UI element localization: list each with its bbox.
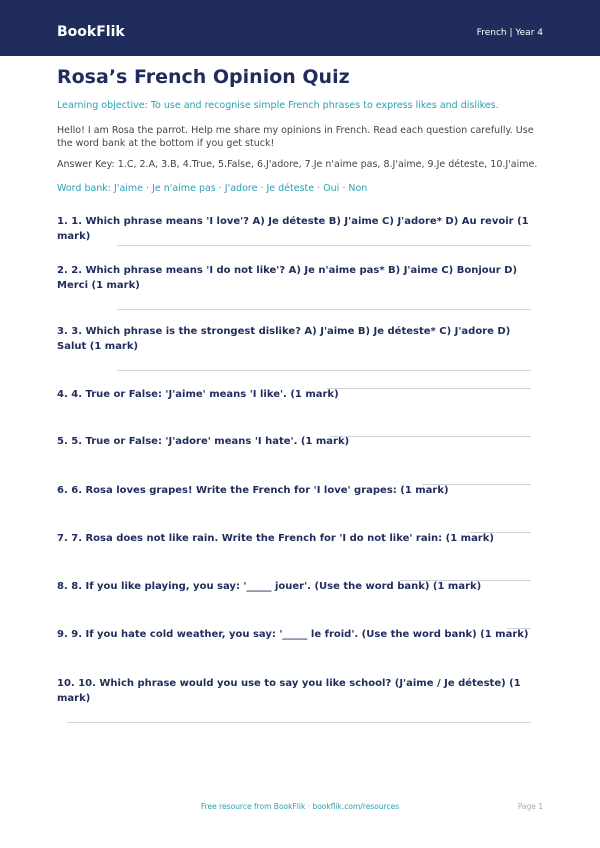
answer-line-2 xyxy=(117,309,531,310)
answer-line-7 xyxy=(468,532,531,533)
question-1: 1. 1. Which phrase means 'I love'? A) Je déteste B) J'aime C) J'adore* D) Au revoir (1 mark) xyxy=(57,216,529,242)
question-6: 6. 6. Rosa loves grapes! Write the French for 'I love' grapes: (1 mark) xyxy=(57,485,449,496)
question-4: 4. 4. True or False: 'J'aime' means 'I like'. (1 mark) xyxy=(57,389,339,400)
footer-resource-link[interactable]: Free resource from BookFlik · bookflik.com/resources xyxy=(200,802,400,811)
intro-text: Hello! I am Rosa the parrot. Help me share my opinions in French. Read each question carefully. Use the word bank at the bottom if you get stuck! xyxy=(57,125,534,149)
answer-line-6 xyxy=(422,484,531,485)
answer-line-8 xyxy=(400,580,531,581)
answer-line-10 xyxy=(67,722,531,723)
answer-key: Answer Key: 1.C, 2.A, 3.B, 4.True, 5.False, 6.J'adore, 7.Je n'aime pas, 8.J'aime, 9.Je déteste, 10.J'aime. xyxy=(57,159,538,170)
answer-line-1 xyxy=(117,245,531,246)
page-header xyxy=(0,0,600,56)
word-bank: Word bank: J'aime · Je n'aime pas · J'adore · Je déteste · Oui · Non xyxy=(57,183,368,194)
question-9: 9. 9. If you hate cold weather, you say: '_____ le froid'. (Use the word bank) (1 mark) xyxy=(57,629,529,640)
page-number: Page 1 xyxy=(517,802,543,811)
question-2: 2. 2. Which phrase means 'I do not like'? A) Je n'aime pas* B) J'aime C) Bonjour D) Merci (1 mark) xyxy=(57,265,518,291)
brand-logo-text[interactable]: BookFlik xyxy=(57,24,125,40)
question-7: 7. 7. Rosa does not like rain. Write the French for 'I do not like' rain: (1 mark) xyxy=(57,533,494,544)
answer-line-3 xyxy=(117,370,531,371)
page-title: Rosa’s French Opinion Quiz xyxy=(57,66,350,88)
question-8: 8. 8. If you like playing, you say: '_____ jouer'. (Use the word bank) (1 mark) xyxy=(57,581,482,592)
answer-line-4 xyxy=(327,388,531,389)
learning-objective: Learning objective: To use and recognise simple French phrases to express likes and dislikes. xyxy=(57,100,499,111)
answer-line-5 xyxy=(330,436,531,437)
question-10: 10. 10. Which phrase would you use to say you like school? (J'aime / Je déteste) (1 mark) xyxy=(57,678,521,704)
question-3: 3. 3. Which phrase is the strongest dislike? A) J'aime B) Je déteste* C) J'adore D) Salut (1 mark) xyxy=(57,326,511,352)
question-5: 5. 5. True or False: 'J'adore' means 'I hate'. (1 mark) xyxy=(57,436,350,447)
answer-line-9 xyxy=(507,628,531,629)
subject-year-label: French | Year 4 xyxy=(476,28,543,38)
